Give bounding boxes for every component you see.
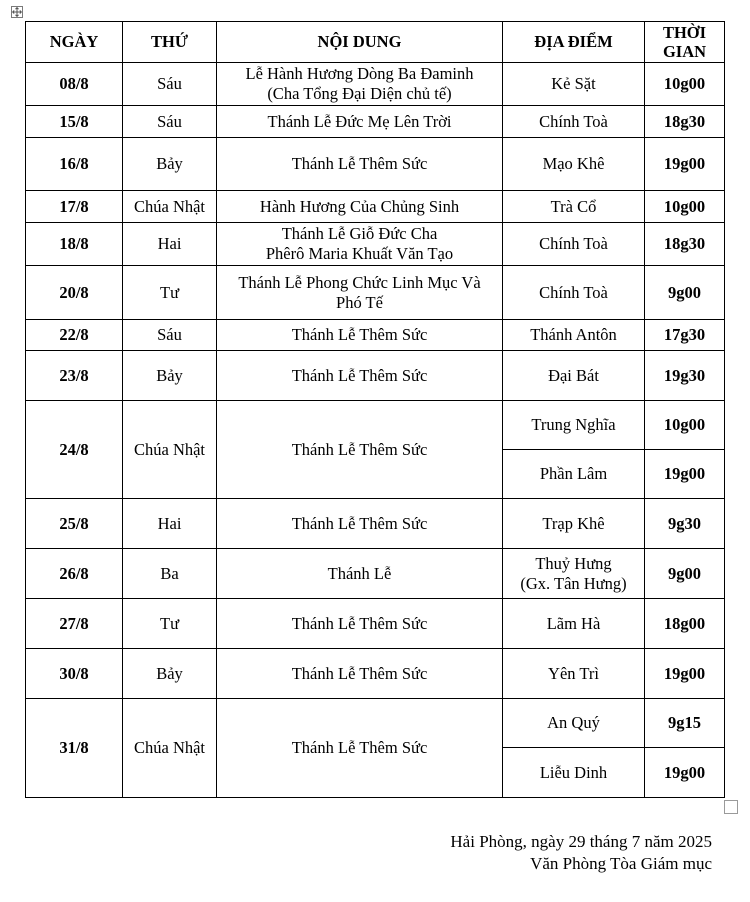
footer-office: Văn Phòng Tòa Giám mục [530,854,712,873]
content-cell [217,191,503,223]
table-resize-handle[interactable] [724,800,738,814]
content-cell [217,320,503,351]
time-cell: 9g15 [645,699,725,748]
place-line: Đại Bát [548,365,599,385]
content-cell [217,499,503,549]
weekday-cell: Sáu [123,320,217,351]
weekday-cell: Bảy [123,649,217,699]
time-cell: 19g00 [645,649,725,699]
content-cell [217,401,503,499]
time-cell: 9g00 [645,266,725,320]
table-row [26,599,725,649]
weekday-cell: Chúa Nhật [123,699,217,798]
content-line: (Cha Tổng Đại Diện chủ tế) [267,84,452,103]
date-cell: 08/8 [26,63,123,106]
place-cell [503,699,645,748]
content-cell [217,649,503,699]
place-cell [503,599,645,649]
content-line: Hành Hương Của Chủng Sinh [259,196,460,216]
place-line: Lãm Hà [546,613,601,633]
content-line: Thánh Lễ Thêm Sức [291,613,428,633]
content-cell [217,549,503,599]
place-cell [503,223,645,266]
schedule-body [26,63,725,798]
weekday-cell: Hai [123,223,217,266]
place-line: Kẻ Sặt [551,74,596,93]
header-weekday: THỨ [123,22,217,63]
weekday-cell: Bảy [123,351,217,401]
place-line: Chính Toà [539,111,608,131]
content-line: Thánh Lễ Thêm Sức [291,513,428,533]
weekday-cell: Hai [123,499,217,549]
table-row [26,320,725,351]
content-cell [217,223,503,266]
content-line: Phó Tế [336,292,383,312]
place-cell [503,649,645,699]
time-cell: 9g30 [645,499,725,549]
time-cell: 9g00 [645,549,725,599]
weekday-cell: Sáu [123,106,217,138]
content-line: Lễ Hành Hương Dòng Ba Đaminh [245,64,474,83]
place-cell [503,320,645,351]
signature-block [450,831,712,875]
date-cell: 16/8 [26,138,123,191]
date-cell: 20/8 [26,266,123,320]
time-cell: 17g30 [645,320,725,351]
table-row [26,699,725,748]
weekday-cell: Tư [123,599,217,649]
weekday-cell: Sáu [123,63,217,106]
move-arrows-icon [12,7,22,17]
time-cell: 19g00 [645,450,725,499]
time-cell: 18g00 [645,599,725,649]
content-cell [217,63,503,106]
date-cell: 26/8 [26,549,123,599]
date-cell: 25/8 [26,499,123,549]
time-cell: 19g00 [645,748,725,798]
date-cell: 15/8 [26,106,123,138]
place-line: Trung Nghĩa [531,415,616,434]
place-cell [503,499,645,549]
place-cell [503,549,645,599]
place-cell [503,450,645,499]
table-row [26,191,725,223]
content-line: Thánh Lễ [327,563,392,583]
content-line: Thánh Lễ Giỗ Đức Cha [281,224,438,243]
content-line: Thánh Lễ Thêm Sức [291,663,428,683]
place-cell [503,63,645,106]
table-row [26,63,725,106]
time-cell: 18g30 [645,223,725,266]
table-row [26,549,725,599]
table-row [26,223,725,266]
table-row [26,106,725,138]
header-row [26,22,725,63]
time-cell: 19g30 [645,351,725,401]
place-line: Liễu Dinh [539,762,608,782]
date-cell: 27/8 [26,599,123,649]
place-cell [503,401,645,450]
content-line: Thánh Lễ Đức Mẹ Lên Trời [267,111,452,131]
table-row [26,138,725,191]
table-row [26,499,725,549]
table-row [26,266,725,320]
place-line: Yên Trì [548,663,599,683]
content-line: Thánh Lễ Thêm Sức [291,439,428,459]
time-cell: 19g00 [645,138,725,191]
time-cell: 10g00 [645,63,725,106]
weekday-cell: Tư [123,266,217,320]
content-line: Thánh Lễ Thêm Sức [291,738,428,757]
date-cell: 17/8 [26,191,123,223]
table-move-handle[interactable] [11,6,23,18]
content-cell [217,266,503,320]
place-line: An Quý [547,713,600,732]
weekday-cell: Ba [123,549,217,599]
content-line: Thánh Lễ Thêm Sức [291,365,428,385]
content-cell [217,106,503,138]
place-line: Mạo Khê [542,154,605,173]
place-line: Thánh Antôn [530,325,617,344]
place-line: Chính Toà [539,234,608,253]
place-cell [503,191,645,223]
footer-date-line: Hải Phòng, ngày 29 tháng 7 năm 2025 [450,832,712,851]
place-cell [503,748,645,798]
date-cell: 30/8 [26,649,123,699]
place-line: Thuỷ Hưng [535,553,612,573]
weekday-cell: Chúa Nhật [123,191,217,223]
weekday-cell: Chúa Nhật [123,401,217,499]
content-line: Phêrô Maria Khuất Văn Tạo [265,244,454,263]
table-row [26,351,725,401]
content-cell [217,138,503,191]
place-line: Trà Cổ [550,196,597,216]
place-line: (Gx. Tân Hưng) [520,573,627,593]
header-date: NGÀY [26,22,123,63]
content-cell [217,351,503,401]
table-row [26,401,725,450]
date-cell: 24/8 [26,401,123,499]
content-line: Thánh Lễ Thêm Sức [291,154,428,173]
content-line: Thánh Lễ Thêm Sức [291,325,428,344]
place-line: Phần Lâm [539,464,608,483]
table-row [26,649,725,699]
place-cell [503,138,645,191]
date-cell: 31/8 [26,699,123,798]
place-line: Trạp Khê [542,513,605,533]
content-cell [217,599,503,649]
place-cell [503,266,645,320]
time-cell: 10g00 [645,191,725,223]
date-cell: 23/8 [26,351,123,401]
time-cell: 10g00 [645,401,725,450]
content-cell [217,699,503,798]
time-cell: 18g30 [645,106,725,138]
schedule-table [25,21,725,798]
place-cell [503,351,645,401]
header-time: THỜI GIAN [645,22,725,63]
header-content: NỘI DUNG [217,22,503,63]
date-cell: 18/8 [26,223,123,266]
place-line: Chính Toà [539,282,608,302]
content-line: Thánh Lễ Phong Chức Linh Mục Và [238,272,481,292]
place-cell [503,106,645,138]
weekday-cell: Bảy [123,138,217,191]
header-place: ĐỊA ĐIỂM [503,22,645,63]
date-cell: 22/8 [26,320,123,351]
